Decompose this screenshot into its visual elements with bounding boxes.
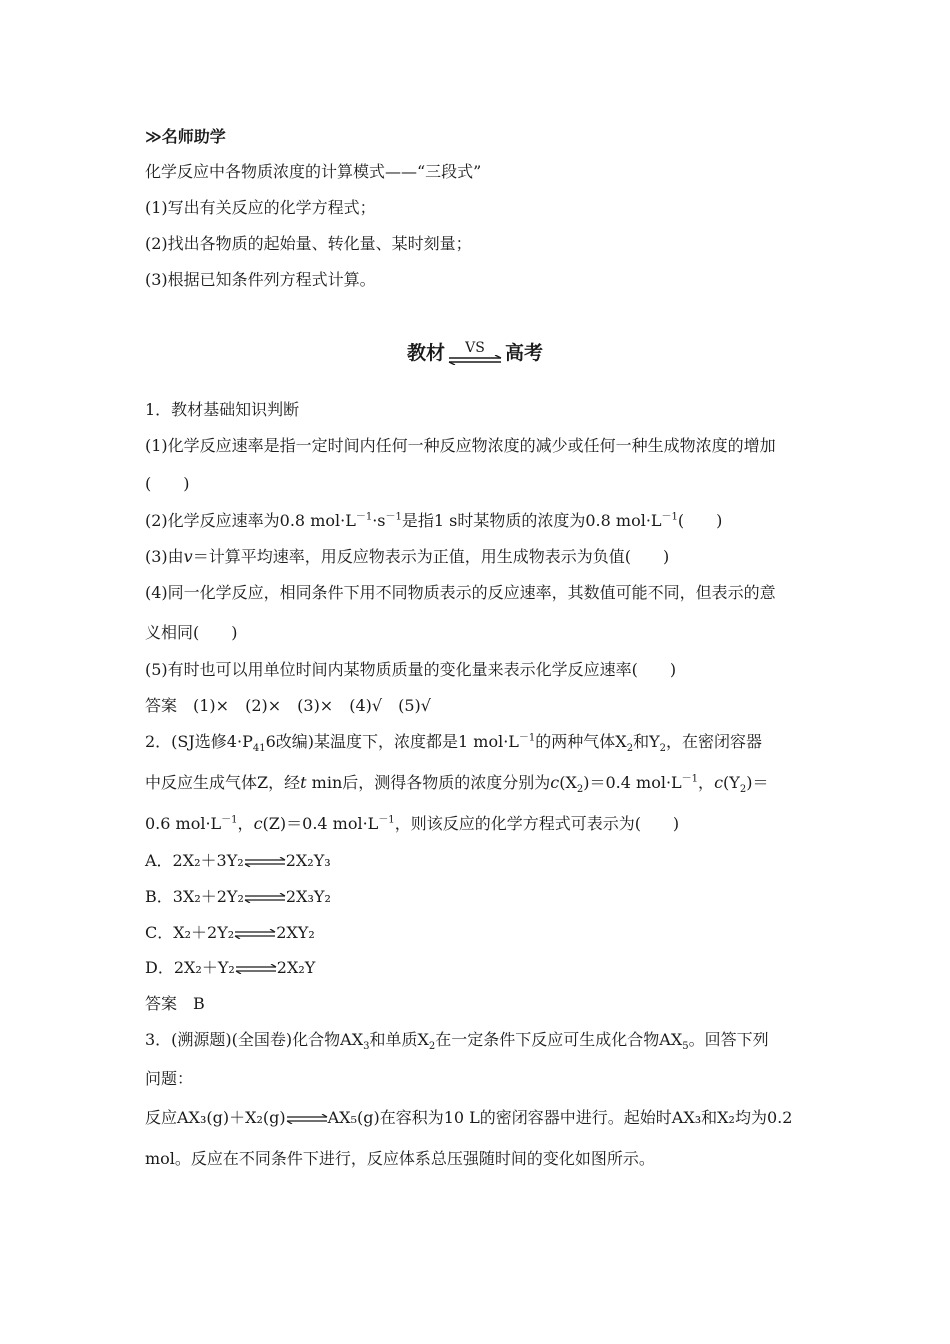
double-arrow-icon [447, 355, 503, 365]
divider-left: 教材 [406, 342, 445, 364]
step-1: (1)写出有关反应的化学方程式； [145, 198, 376, 217]
q1-item2: (2)化学反应速率为0.8 $mol\cdot L^{-1}\cdot s^{-1}$是指1 s时某物质的浓度为0.8 $mol\cdot L^{-1}$( ) [145, 511, 723, 530]
q2-option-c: C．X₂＋2Y₂ 2XY₂ [145, 923, 315, 942]
q2-option-d: D．2X₂＋Y₂ 2X₂Y [145, 958, 316, 977]
divider-title [0, 338, 950, 365]
q1-item1-line1: (1)化学反应速率是指一定时间内任何一种反应物浓度的减少或任何一种生成物浓度的增加 [145, 436, 776, 455]
q2-option-b: B．3X₂＋2Y₂ 2X₃Y₂ [145, 887, 331, 906]
section-intro: 化学反应中各物质浓度的计算模式——“三段式” [145, 162, 482, 181]
divider-over: VS [465, 340, 485, 356]
section-heading: ≫名师助学 [145, 127, 226, 146]
q1-item1-line2: ( ) [145, 474, 190, 493]
step-3: (3)根据已知条件列方程式计算。 [145, 270, 376, 289]
equilibrium-arrow-icon [286, 1114, 328, 1124]
q2-line2: 中反应生成气体Z，经t min后，测得各物质的浓度分别为$c(X_2)=0.4$ $mol\cdot L^{-1}$，$c(Y_2)=$ [145, 773, 769, 796]
equilibrium-arrow-icon [235, 964, 277, 974]
equilibrium-arrow-icon [234, 929, 276, 939]
q2-answer: 答案 B [145, 994, 205, 1013]
q3-line3: 反应AX₃(g)＋X₂(g) AX₅(g)在容积为10 L的密闭容器中进行。起始时AX₃和X₂均为0.2 [145, 1108, 793, 1127]
q1-answer: 答案 (1)× (2)× (3)× (4)√ (5)√ [145, 696, 431, 715]
q3-line1: 3．(溯源题)(全国卷)化合物$AX_3$和单质$X_2$在一定条件下反应可生成化合物$AX_5$。回答下列 [145, 1030, 769, 1053]
q3-line4: mol。反应在不同条件下进行，反应体系总压强随时间的变化如图所示。 [145, 1149, 655, 1168]
q1-item4-line2: 义相同( ) [145, 623, 238, 642]
q2-option-a: A．2X₂＋3Y₂ 2X₂Y₃ [145, 851, 331, 870]
step-2: (2)找出各物质的起始量、转化量、某时刻量； [145, 234, 472, 253]
q1-item4-line1: (4)同一化学反应，相同条件下用不同物质表示的反应速率，其数值可能不同，但表示的意 [145, 583, 776, 602]
q3-line2: 问题： [145, 1069, 194, 1088]
q2-line1: 2．(SJ选修$4\cdot P_{41}6$改编)某温度下，浓度都是1 $mol\cdot L^{-1}$的两种气体$X_2$和$Y_2$，在密闭容器 [145, 732, 763, 755]
q2-line3: 0.6 $mol\cdot L^{-1}$，c(Z)＝0.4 $mol\cdot L^{-1}$，则该反应的化学方程式可表示为( ) [145, 814, 680, 833]
equilibrium-arrow-icon [244, 857, 286, 867]
q1-title: 1．教材基础知识判断 [145, 400, 300, 419]
equilibrium-arrow [447, 341, 503, 365]
q1-item3: (3)由v＝计算平均速率，用反应物表示为正值，用生成物表示为负值( ) [145, 547, 670, 566]
equilibrium-arrow-icon [244, 893, 286, 903]
divider-right: 高考 [505, 342, 544, 364]
q1-item5: (5)有时也可以用单位时间内某物质质量的变化量来表示化学反应速率( ) [145, 660, 677, 679]
